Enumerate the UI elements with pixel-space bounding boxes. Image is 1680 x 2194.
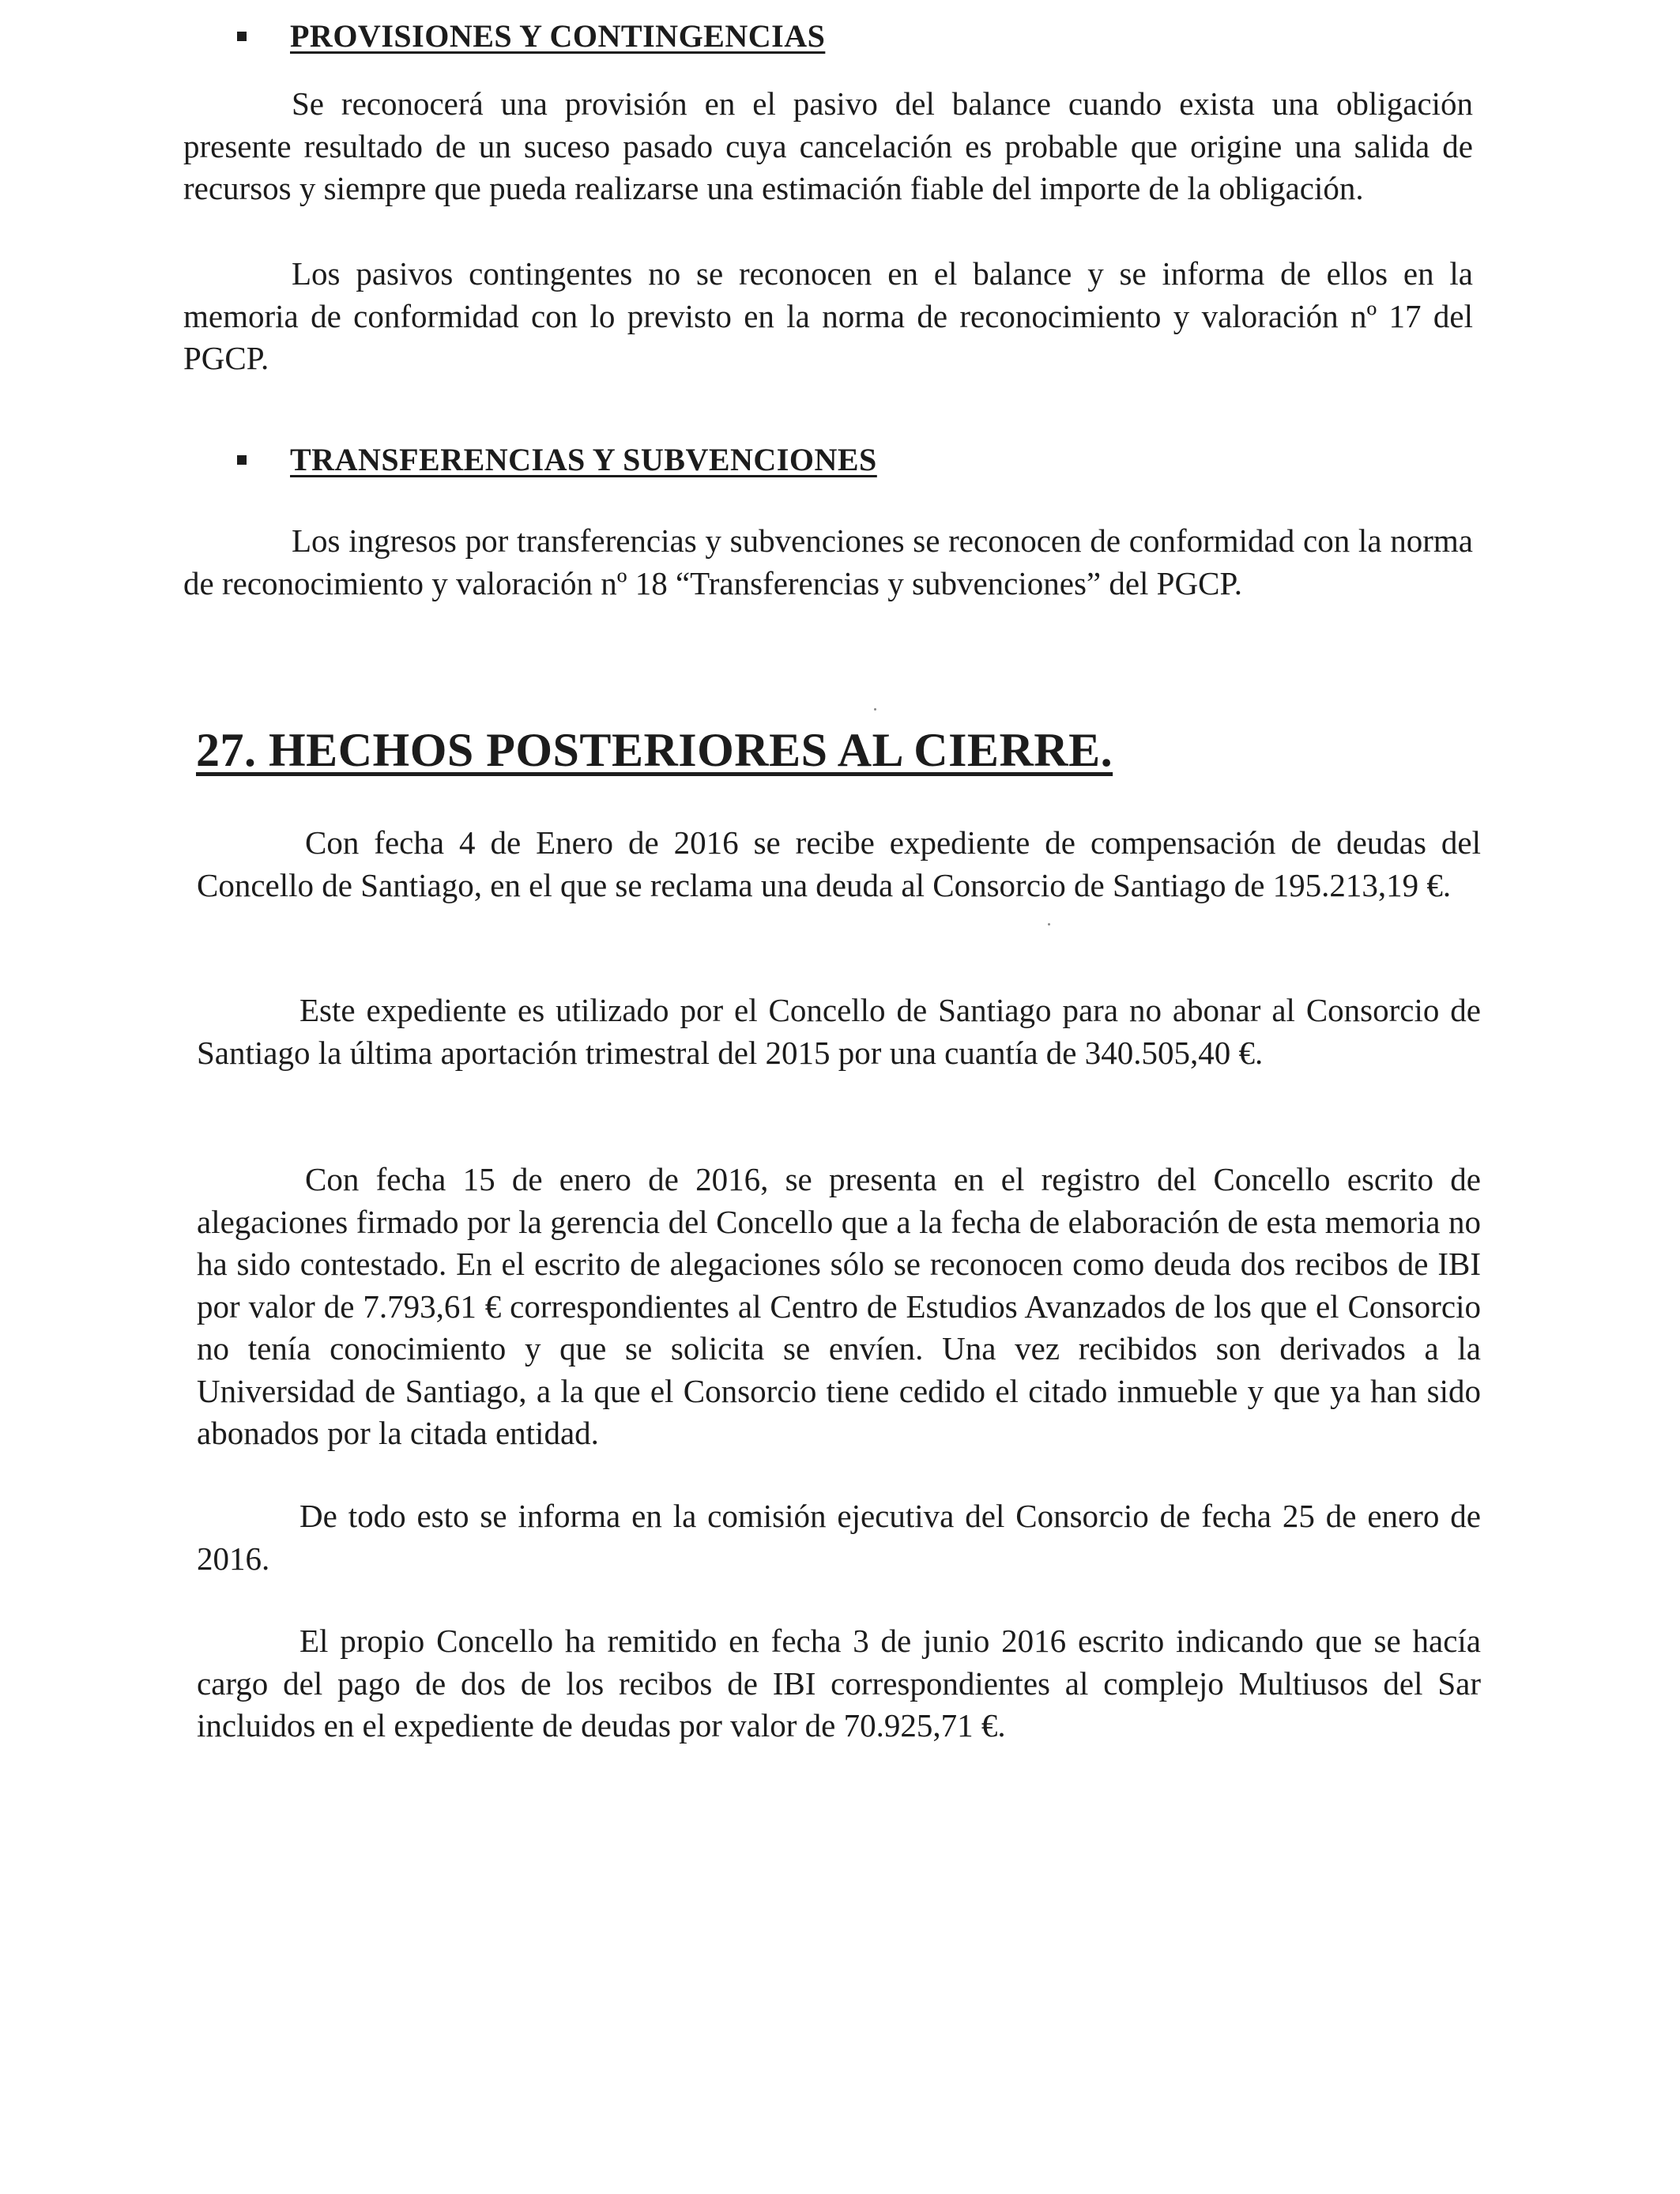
provisiones-paragraph-2 (183, 253, 1473, 380)
section-27-paragraph-3 (197, 1159, 1481, 1455)
scan-speck (874, 708, 876, 711)
square-bullet-icon (237, 455, 247, 465)
transferencias-heading-text: TRANSFERENCIAS Y SUBVENCIONES (290, 442, 877, 477)
provisiones-paragraph-1-text: Se reconocerá una provisión en el pasivo del balance cuando exista una obligación presente resultado de un suceso pasado cuya cancelación es probable que origine una salida de recursos y siempre que pueda realizarse una estimación fiable del importe de la obligación. (183, 85, 1473, 206)
provisiones-paragraph-2-text: Los pasivos contingentes no se reconocen en el balance y se informa de ellos en la memoria de conformidad con lo previsto en la norma de reconocimiento y valoración nº 17 del PGCP. (183, 255, 1473, 376)
transferencias-paragraph-1-text: Los ingresos por transferencias y subvenciones se reconocen de conformidad con la norma de reconocimiento y valoración nº 18 “Transferencias y subvenciones” del PGCP. (183, 522, 1473, 601)
transferencias-heading (237, 441, 877, 478)
square-bullet-icon (237, 32, 247, 41)
section-27-paragraph-1-text: Con fecha 4 de Enero de 2016 se recibe expediente de compensación de deudas del Concello de Santiago, en el que se reclama una deuda al Consorcio de Santiago de 195.213,19 €. (197, 824, 1481, 903)
transferencias-paragraph-1 (183, 520, 1473, 605)
section-27-paragraph-2-text: Este expediente es utilizado por el Concello de Santiago para no abonar al Consorcio de Santiago la última aportación trimestral del 2015 por una cuantía de 340.505,40 €. (197, 992, 1481, 1071)
provisiones-heading (237, 17, 825, 55)
section-27-paragraph-4 (197, 1495, 1481, 1580)
section-27-paragraph-3-text: Con fecha 15 de enero de 2016, se presenta en el registro del Concello escrito de alegaciones firmado por la gerencia del Concello que a la fecha de elaboración de esta memoria no ha sido contestado. En el escrito de alegaciones sólo se reconocen como deuda dos recibos de IBI por valor de 7.793,61 € correspondientes al Centro de Estudios Avanzados de los que el Consorcio no tenía conocimiento y que se solicita se envíen. Una vez recibidos son derivados a la Universidad de Santiago, a la que el Consorcio tiene cedido el citado inmueble y que ya han sido abonados por la citada entidad. (197, 1161, 1481, 1451)
section-27-title: 27. HECHOS POSTERIORES AL CIERRE. (196, 724, 1113, 776)
section-27-paragraph-2 (197, 990, 1481, 1074)
section-27-paragraph-4-text: De todo esto se informa en la comisión ejecutiva del Consorcio de fecha 25 de enero de 2016. (197, 1498, 1481, 1577)
provisiones-paragraph-1 (183, 83, 1473, 210)
provisiones-heading-text: PROVISIONES Y CONTINGENCIAS (290, 18, 826, 54)
section-27-paragraph-5-text: El propio Concello ha remitido en fecha 3 de junio 2016 escrito indicando que se hacía cargo del pago de dos de los recibos de IBI correspondientes al complejo Multiusos del Sar incluidos en el expediente de deudas por valor de 70.925,71 €. (197, 1623, 1481, 1744)
section-27-paragraph-5 (197, 1620, 1481, 1747)
scan-speck (1048, 923, 1050, 925)
section-27-paragraph-1 (197, 822, 1481, 907)
